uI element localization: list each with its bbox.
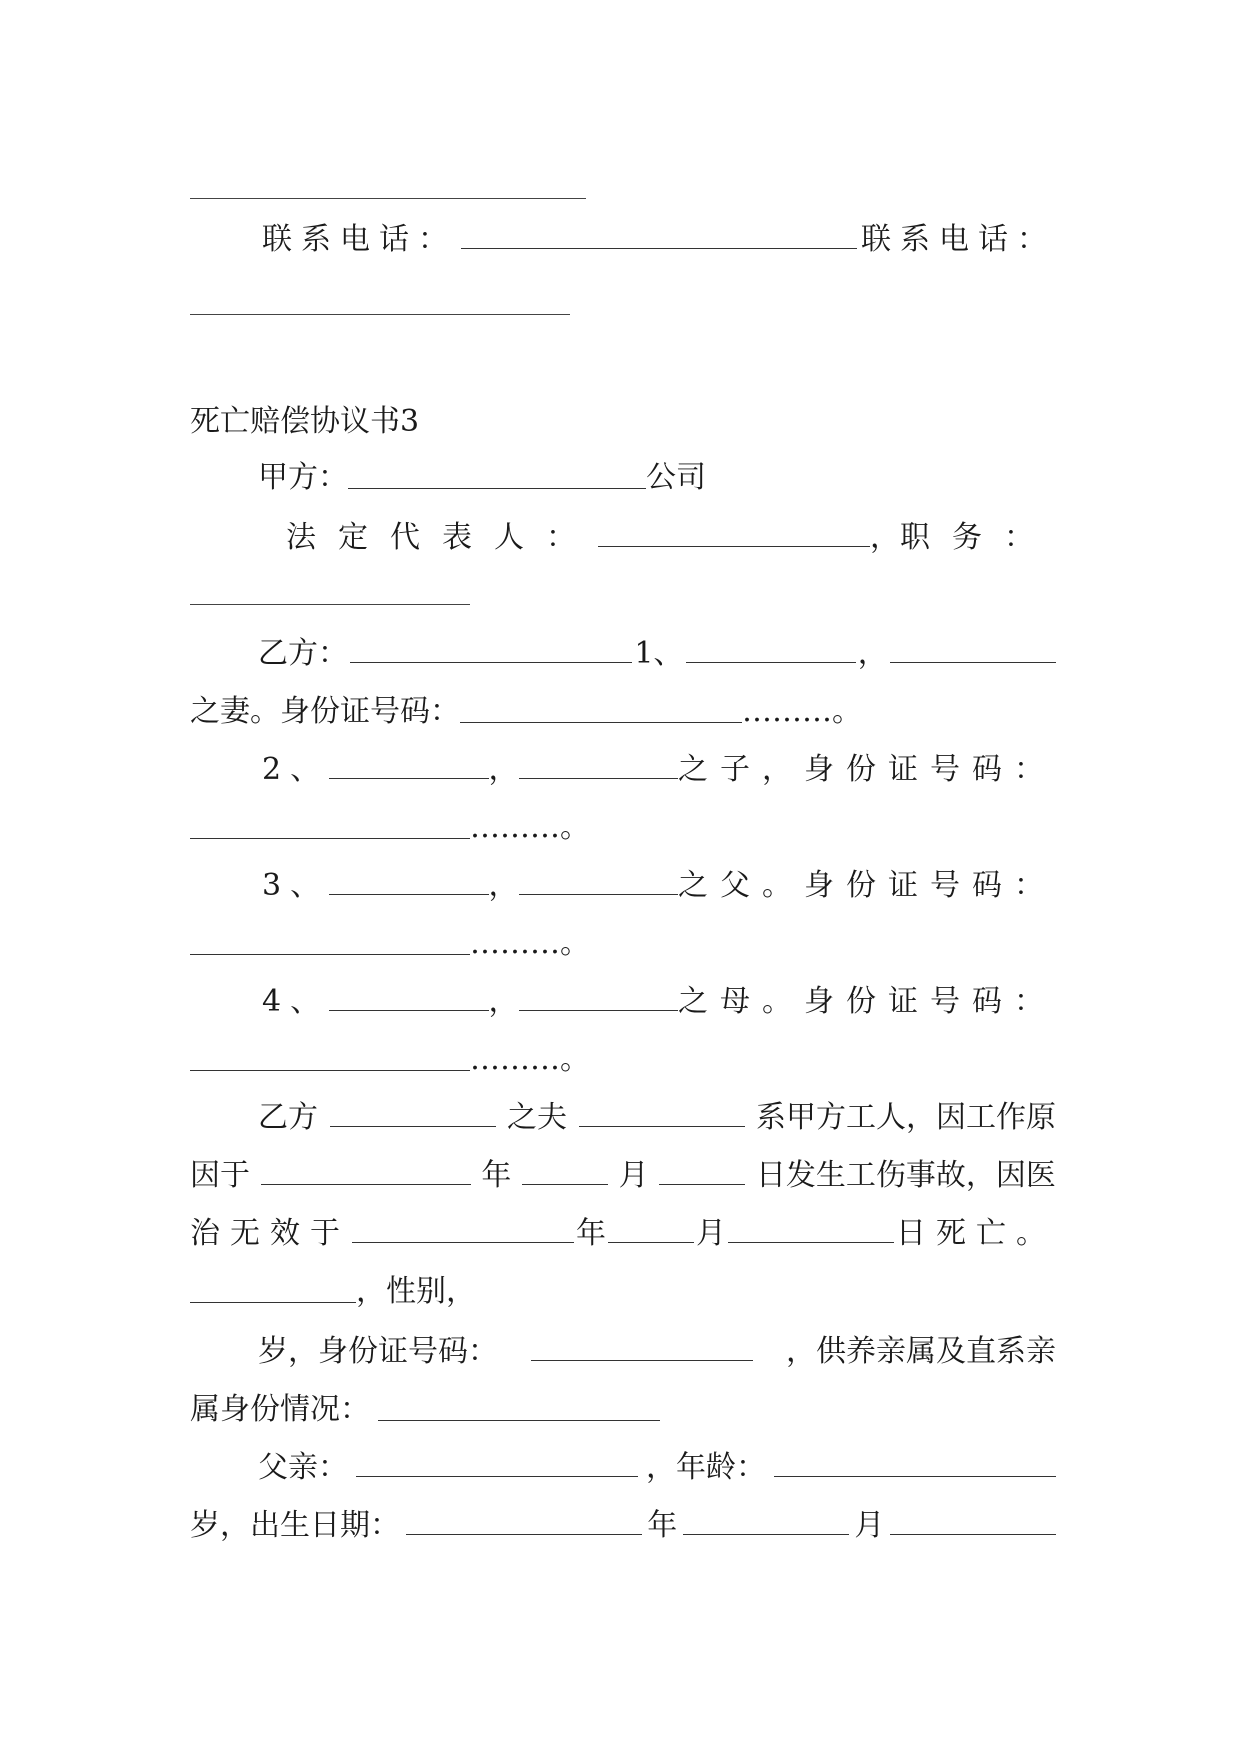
contact-phone-line	[190, 218, 1056, 262]
blank-line	[519, 750, 678, 779]
age-id-line	[190, 1330, 1056, 1374]
blank-line	[728, 1214, 894, 1243]
legal-rep-line	[190, 516, 1056, 560]
party-a-label: 甲方：	[258, 460, 348, 495]
comma: ，	[857, 636, 888, 671]
father-label: 父亲：	[258, 1450, 348, 1485]
blank-line	[378, 1392, 660, 1421]
section-title: 死亡赔偿协议书3	[190, 404, 420, 439]
blank-line	[329, 866, 488, 895]
year-text: 年	[647, 1508, 678, 1543]
ellipsis: ………。	[470, 1042, 590, 1077]
year-text: 年	[481, 1158, 512, 1193]
age-label: ，年龄：	[646, 1450, 766, 1485]
party-b-label: 乙方：	[258, 636, 348, 671]
blank-line	[329, 982, 488, 1011]
month-text: 月	[696, 1216, 726, 1251]
blank-line	[598, 518, 870, 547]
husband-text: 之夫	[507, 1100, 567, 1135]
blank-line	[460, 694, 742, 723]
blank-line	[659, 1156, 745, 1185]
gender-text: ，性别，	[356, 1274, 476, 1309]
blank-line	[190, 604, 470, 605]
accident-text: 日发生工伤事故，因医	[755, 1158, 1056, 1193]
son-id-line	[190, 806, 1056, 850]
ellipsis: ………。	[742, 694, 862, 729]
item-number: 3、	[262, 868, 330, 903]
blank-line	[261, 1156, 471, 1185]
blank-line	[190, 810, 470, 839]
support-text: ，供养亲属及直系亲	[786, 1334, 1056, 1369]
blank-line	[522, 1156, 608, 1185]
birth-date-line	[190, 1504, 1056, 1548]
accident-date-line	[190, 1154, 1056, 1198]
blank-line	[356, 1448, 638, 1477]
blank-line	[330, 1098, 496, 1127]
blank-line	[190, 198, 586, 199]
blank-line	[406, 1506, 642, 1535]
party-b-short: 乙方	[258, 1100, 318, 1135]
blank-line	[348, 460, 646, 489]
party-a-line	[190, 456, 1056, 500]
blank-line	[461, 220, 857, 249]
blank-line	[350, 634, 632, 663]
age-id-text: 岁，身份证号码：	[258, 1334, 498, 1369]
treat-text: 治无效于	[190, 1216, 350, 1251]
item-number: 2、	[262, 752, 330, 787]
wife-text: 之妻。身份证号码：	[190, 694, 460, 729]
because-text: 因于	[190, 1158, 250, 1193]
item-number: 1、	[634, 636, 684, 671]
position-label: 职务：	[900, 520, 1056, 555]
ellipsis: ………。	[470, 810, 590, 845]
relatives-line	[190, 1388, 1056, 1432]
husband-line	[190, 1096, 1056, 1140]
blank-line	[774, 1448, 1056, 1477]
party-a-suffix: 公司	[646, 460, 706, 495]
wife-id-line	[190, 690, 1056, 734]
blank-line	[579, 1098, 745, 1127]
year-text: 年	[576, 1216, 606, 1251]
blank-line	[190, 1274, 356, 1303]
party-b-line	[190, 632, 1056, 676]
month-text: 月	[618, 1158, 649, 1193]
father-info-line	[190, 1446, 1056, 1490]
blank-line	[519, 866, 678, 895]
blank-line	[531, 1332, 753, 1361]
blank-line	[190, 926, 470, 955]
father-id-line	[190, 922, 1056, 966]
blank-line	[683, 1506, 849, 1535]
item-3-line	[190, 864, 1056, 908]
blank-line	[352, 1214, 574, 1243]
month-text: 月	[854, 1508, 885, 1543]
blank-line	[890, 1506, 1056, 1535]
contact-label: 联系电话：	[861, 222, 1056, 257]
gender-line	[190, 1270, 1056, 1314]
legal-rep-label: 法定代表人：	[286, 520, 598, 555]
death-date-line	[190, 1212, 1056, 1256]
comma: ，	[488, 868, 519, 903]
blank-line	[329, 750, 488, 779]
blank-line	[190, 314, 570, 315]
worker-text: 系甲方工人，因工作原	[756, 1100, 1056, 1135]
comma: ，	[488, 984, 519, 1019]
ellipsis: ………。	[470, 926, 590, 961]
contact-label: 联系电话：	[262, 222, 457, 257]
birth-text: 岁，出生日期：	[190, 1508, 400, 1543]
mother-text: 之母。身份证号码：	[678, 984, 1056, 1019]
item-number: 4、	[262, 984, 330, 1019]
father-text: 之父。身份证号码：	[678, 868, 1056, 903]
item-4-line	[190, 980, 1056, 1024]
blank-line	[190, 1042, 470, 1071]
mother-id-line	[190, 1038, 1056, 1082]
blank-line	[519, 982, 678, 1011]
death-text: 日死亡。	[896, 1216, 1056, 1251]
blank-line	[686, 634, 856, 663]
comma: ，	[488, 752, 519, 787]
comma: ，	[870, 520, 900, 555]
relatives-text: 属身份情况：	[190, 1392, 370, 1427]
blank-line	[608, 1214, 694, 1243]
son-text: 之子，身份证号码：	[678, 752, 1056, 787]
item-2-line	[190, 748, 1056, 792]
blank-line	[890, 634, 1056, 663]
